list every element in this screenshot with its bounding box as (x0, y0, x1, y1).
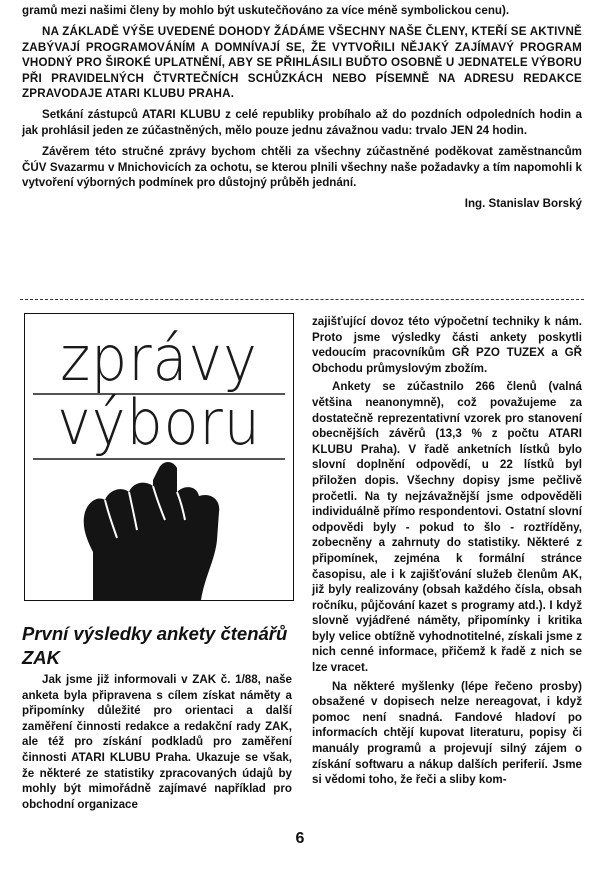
article-paragraph: Jak jsme již informovali v ZAK č. 1/88, naše anketa byla připravena s cílem získat náměty a připomínky důležité pro orientaci a další zaměření činnosti redakce a redakční rady ZAK, ale též pro získání podkladů pro zaměření činnosti ATARI KLUBU Praha. Ukazuje se však, že některé ze statistiky zpracovaných údajů by mohly být mimořádně zajímavé například pro obchodní organizace (22, 673, 292, 811)
article-headline: První výsledky ankety čtenářů ZAK (22, 623, 288, 668)
logo-word-2: výboru (57, 386, 261, 459)
article-paragraph: zajišťující dovoz této výpočetní techniky k nám. Proto jsme výsledky části ankety poskytli vedoucím pracovníkům GŘ PZO TUZEX a GŘ Obchodu průmyslovým zbožím. (312, 315, 582, 375)
paragraph-closing: Závěrem této stručné zprávy bychom chtěli za všechny zúčastněné poděkovat zaměstnancům ČÚV Svazarmu v Mnichovicích za ochotu, se kterou plnili všechny naše požadavky a tím napomohli k vytvoření výborných podmínek pro důstojný průběh jednání. (22, 145, 582, 190)
paragraph-continued: gramů mezi našimi členy by mohlo být uskutečňováno za více méně symbolickou cenu). (22, 4, 510, 17)
article-paragraph: Na některé myšlenky (lépe řečeno prosby) obsažené v dopisech nelze nereagovat, i když pomoc není snadná. Fandové hladoví po informacích chtějí kupovat literaturu, popisy či manuály programů a projevují silný zájem o získání softwaru a nákup dalších periferií. Jsme si vědomi toho, že řeči a sliby kom- (312, 679, 582, 787)
page-number: 6 (295, 830, 305, 847)
pointing-hand-icon (25, 314, 293, 600)
article-paragraph: Ankety se zúčastnilo 266 členů (valná většina neanonymně), což považujeme za dostatečně reprezentativní vzorek pro stanovení obecnějších závěrů (13,3 % z počtu ATARI KLUBU Praha). V řadě anketních lístků bylo slovní doplnění odpovědí, u 22 lístků byl přiložen dopis. Všechny dopisy jsme pečlivě pročetli. Na ty nejzávažnější jsme odpověděli individuálně přímo respondentovi. Ostatní slovní odpovědi byly - pokud to šlo - roztříděny, zobecněny a zahrnuty do statistiky. Některé z připomínek, zejména k formální stránce časopisu, ale i k zajišťování služeb členům AK, již byly realizovány (obsah každého čísla, obsah ročníku, půjčování kazet s programy atd.). I když slovně vyjádřené náměty, připomínky i kritika byly velice obtížně vyhodnotitelné, získali jsme z nich cenné informace, přičemž k řadě z nich se lze vracet. (312, 380, 582, 675)
signature: Ing. Stanislav Borský (464, 197, 582, 211)
article-right-column (312, 314, 582, 791)
section-logo (24, 313, 294, 601)
paragraph-meeting: Setkání zástupců ATARI KLUBU z celé republiky probíhalo až do pozdních odpoledních hodin a jak prohlásil jeden ze zúčastněných, mělo pouze jednu závažnou vadu: trvalo JEN 24 hodin. (22, 108, 582, 137)
article-left-column (22, 672, 292, 815)
paragraph-caps-appeal: NA ZÁKLADĚ VÝŠE UVEDENÉ DOHODY ŽÁDÁME VŠECHNY NAŠE ČLENY, KTEŘÍ SE AKTIVNĚ ZABÝVAJÍ PROGRAMOVÁNÍM A DOMNÍVAJÍ SE, ŽE VYTVOŘILI NĚJAKÝ ZAJÍMAVÝ PROGRAM VHODNÝ PRO ŠIROKÉ UPLATNĚNÍ, ABY SE PŘIHLÁSILI BUĎTO OSOBNĚ U JEDNATELE VÝBORU PŘI PRAVIDELNÝCH ČTVRTEČNÍCH SCHŮZKÁCH NEBO PÍSEMNĚ NA ADRESU REDAKCE ZPRAVODAJE ATARI KLUBU PRAHA. (22, 25, 582, 101)
top-section (22, 3, 582, 218)
logo-word-1: zprávy (60, 322, 258, 395)
section-divider (20, 299, 584, 300)
